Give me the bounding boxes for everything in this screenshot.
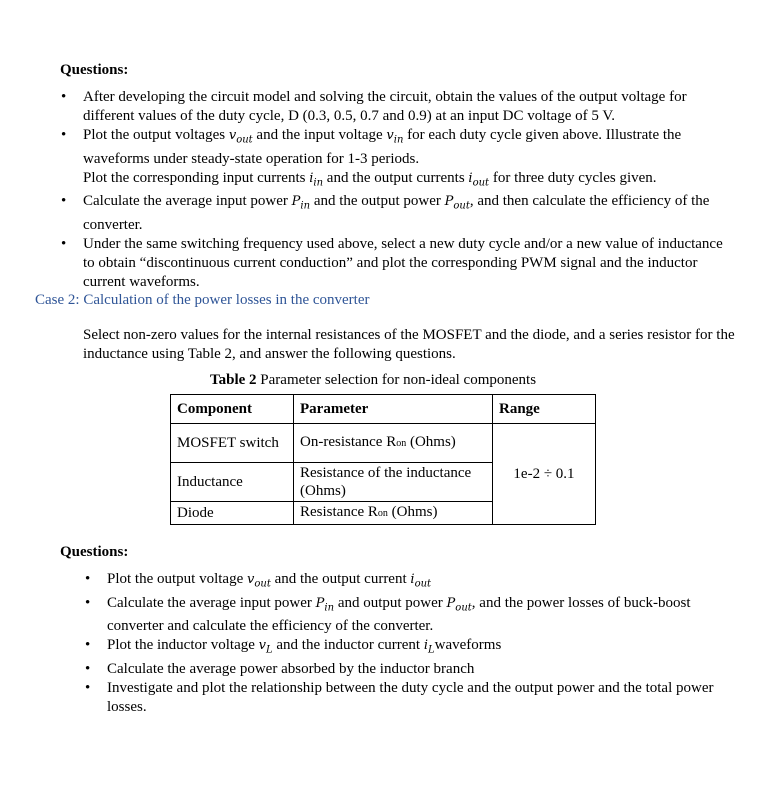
header-component: Component: [171, 395, 294, 424]
param-subscript: on: [396, 438, 407, 449]
text-run: , and then calculate the efficiency of the converter.: [83, 193, 710, 233]
math-symbol: $P_{out}$: [446, 595, 472, 614]
cell-component: MOSFET switch: [171, 424, 294, 463]
text-run: and the output current: [270, 571, 411, 587]
math-symbol: $P_{in}$: [315, 595, 335, 614]
bullet-icon: •: [61, 89, 67, 105]
math-symbol: $i_{out}$: [468, 170, 490, 189]
text-run: for each duty cycle given above. Illustrate the waveforms under steady-state operation for 1-3 periods.: [83, 127, 682, 167]
text-run: , and the power losses of buck-boost converter and calculate the efficiency of the converter.: [107, 594, 691, 635]
bullet-icon: •: [85, 679, 91, 696]
text-run: Plot the inductor voltage: [107, 637, 259, 654]
list-item: [61, 235, 735, 292]
list-item: [85, 636, 737, 660]
text-run: and the output power: [310, 193, 445, 210]
list-item: [85, 594, 737, 637]
param-subscript: on: [377, 508, 388, 519]
questions-heading-2: Questions:: [60, 544, 129, 560]
table-row: [171, 424, 596, 463]
questions-list-1: [61, 88, 735, 292]
text-run: for three duty cycles given.: [489, 169, 657, 186]
math-symbol: $i_L$: [423, 638, 435, 656]
list-item: [85, 570, 737, 594]
list-item: [83, 169, 735, 193]
bullet-icon: •: [85, 594, 91, 611]
bullet-icon: •: [61, 193, 67, 210]
list-item: [61, 88, 735, 126]
table-caption-label: Table 2: [210, 372, 257, 388]
header-range: Range: [493, 395, 596, 424]
case-2-intro: Select non-zero values for the internal resistances of the MOSFET and the diode, and a series resistor for the inductance using Table 2, and answer the following questions.: [83, 327, 735, 362]
param-text: On-resistance R: [300, 434, 397, 450]
text-run: and the output currents: [323, 169, 469, 186]
param-unit: (Ohms): [406, 434, 456, 450]
list-item: [61, 192, 735, 235]
param-text: Resistance R: [300, 504, 378, 520]
text-run: Calculate the average input power: [107, 594, 316, 611]
math-symbol: $v_{out}$: [247, 572, 271, 590]
text-run: Plot the output voltage: [107, 571, 247, 587]
math-symbol: $i_{out}$: [410, 572, 432, 590]
text-run: Investigate and plot the relationship between the duty cycle and the output power and the total power losses.: [107, 679, 714, 715]
bullet-icon: •: [85, 571, 91, 587]
math-symbol: $i_{in}$: [309, 170, 324, 189]
text-run: Calculate the average power absorbed by the inductor branch: [107, 660, 475, 677]
cell-component: Inductance: [171, 463, 294, 502]
text-run: and the input voltage: [252, 127, 387, 143]
math-symbol: $v_{out}$: [228, 128, 253, 146]
math-symbol: $P_{in}$: [291, 194, 311, 212]
case-2-heading: Case 2: Calculation of the power losses in the converter: [35, 292, 370, 308]
list-item: [85, 660, 737, 679]
table-caption-text: Parameter selection for non-ideal components: [256, 372, 537, 388]
text-run: After developing the circuit model and solving the circuit, obtain the values of the output voltage for different values of the duty cycle, D (0.3, 0.5, 0.7 and 0.9) at an input DC voltage of 5 V.: [83, 89, 687, 124]
text-run: Plot the corresponding input currents: [83, 169, 310, 186]
text-run: Calculate the average input power: [83, 193, 292, 210]
parameter-table: [170, 394, 596, 525]
text-run: Under the same switching frequency used above, select a new duty cycle and/or a new value of inductance to obtain “discontinuous current conduction” and plot the corresponding PWM signal and the inductor current waveforms.: [83, 235, 723, 290]
questions-list-2: [85, 570, 737, 717]
bullet-icon: •: [61, 127, 67, 143]
math-symbol: $v_{in}$: [386, 128, 404, 146]
cell-range: 1e-2 ÷ 0.1: [493, 424, 596, 525]
text-run: Plot the output voltages: [83, 127, 229, 143]
text-run: and output power: [334, 594, 447, 611]
header-parameter: Parameter: [294, 395, 493, 424]
cell-component: Diode: [171, 502, 294, 525]
table-header-row: [171, 395, 596, 424]
cell-parameter: [294, 502, 493, 525]
bullet-icon: •: [85, 637, 91, 654]
math-symbol: $v_L$: [258, 638, 273, 656]
list-item: [85, 679, 737, 717]
bullet-icon: •: [85, 660, 91, 677]
cell-parameter: [294, 424, 493, 463]
list-item: [61, 126, 735, 169]
table-caption: [210, 371, 536, 390]
bullet-icon: •: [61, 235, 67, 252]
text-run: and the inductor current: [272, 637, 424, 654]
param-unit: (Ohms): [387, 504, 438, 520]
cell-parameter: Resistance of the inductance (Ohms): [294, 463, 493, 502]
text-run: waveforms: [434, 637, 502, 654]
math-symbol: $P_{out}$: [444, 194, 470, 212]
questions-heading-1: Questions:: [60, 62, 129, 78]
